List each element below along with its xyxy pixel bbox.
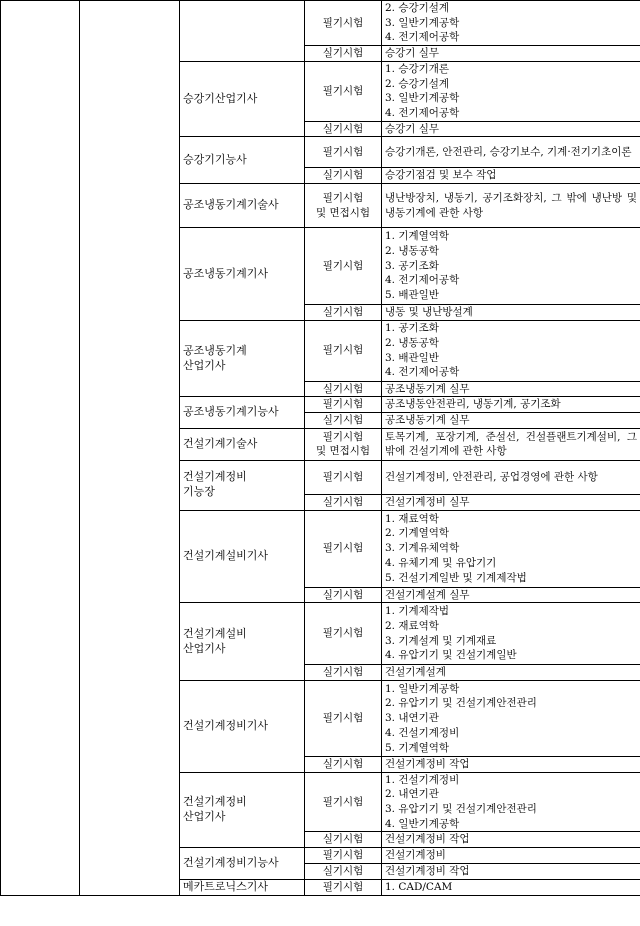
blank-column-1 xyxy=(1,1,80,896)
qualification-name-text: 공조냉동기계기술사 xyxy=(183,198,279,212)
subject-line: 1. 재료역학 xyxy=(385,512,439,525)
subject-line: 4. 전기제어공학 xyxy=(385,31,460,44)
exam-type-written: 필기시험 xyxy=(322,470,364,483)
exam-subjects xyxy=(382,460,640,494)
exam-subjects xyxy=(382,680,640,756)
practical-subject-text: 승강기점검 및 보수 작업 xyxy=(385,169,497,182)
subject-line: 2. 기계열역학 xyxy=(385,527,450,540)
exam-type xyxy=(305,772,382,832)
qualification-name-line: 건설기계설비 xyxy=(183,626,247,640)
practical-subject-text: 건설기계정비 실무 xyxy=(385,495,470,508)
exam-type-practical: 실기시험 xyxy=(305,413,382,429)
exam-type-written: 필기시험 xyxy=(322,84,364,97)
exam-type xyxy=(305,320,382,381)
subject-line: 3. 유압기기 및 건설기계안전관리 xyxy=(385,803,537,816)
qualification-name-text: 공조냉동기계기능사 xyxy=(183,405,279,419)
exam-type xyxy=(305,61,382,121)
qualification-name xyxy=(180,1,305,62)
qualification-name-text: 승강기산업기사 xyxy=(183,91,258,105)
exam-type-written: 필기시험 xyxy=(322,145,364,158)
practical-subject xyxy=(382,756,640,772)
subject-line: 3. 내연기관 xyxy=(385,712,439,725)
subject-line: 3. 일반기계공학 xyxy=(385,16,460,29)
exam-subjects xyxy=(382,510,640,587)
subject-line: 3. 일반기계공학 xyxy=(385,92,460,105)
subject-line: 건설기계정비, 안전관리, 공업경영에 관한 사항 xyxy=(385,470,598,483)
qualification-name xyxy=(180,772,305,848)
qualification-name-line: 기능장 xyxy=(183,485,215,499)
exam-subjects xyxy=(382,1,640,46)
exam-type-line: 필기시험 xyxy=(322,191,364,204)
practical-subject xyxy=(382,413,640,429)
exam-type-written: 필기시험 xyxy=(322,627,364,640)
subject-line: 4. 유압기기 및 건설기계일반 xyxy=(385,649,517,662)
subject-line: 4. 유체기계 및 유압기기 xyxy=(385,556,497,569)
qualification-name xyxy=(180,320,305,397)
exam-subjects xyxy=(382,397,640,413)
practical-subject-text: 건설기계정비 작업 xyxy=(385,757,470,770)
practical-subject-text: 냉동 및 냉난방설계 xyxy=(385,306,473,319)
qualification-name-text: 건설기계설비기사 xyxy=(183,549,269,563)
practical-subject xyxy=(382,121,640,137)
exam-type-line: 및 면접시험 xyxy=(315,206,371,219)
exam-subjects xyxy=(382,428,640,460)
exam-type-practical: 실기시험 xyxy=(305,665,382,681)
table-row xyxy=(1,1,640,46)
exam-type-written: 필기시험 xyxy=(322,542,364,555)
exam-type-written: 필기시험 xyxy=(322,344,364,357)
practical-subject-text: 공조냉동기계 실무 xyxy=(385,382,470,395)
exam-type-written: 필기시험 xyxy=(322,398,364,411)
exam-subjects xyxy=(382,228,640,305)
subject-line: 건설기계정비 xyxy=(385,849,446,862)
subject-line: 4. 건설기계정비 xyxy=(385,726,460,739)
subject-line: 4. 전기제어공학 xyxy=(385,274,460,287)
subject-line: 5. 기계열역학 xyxy=(385,741,450,754)
exam-type-written: 필기시험 xyxy=(322,880,364,893)
subject-line: 1. CAD/CAM xyxy=(385,880,453,893)
exam-type-written: 필기시험 xyxy=(322,16,364,29)
exam-type xyxy=(305,184,382,228)
practical-subject xyxy=(382,494,640,510)
exam-type-practical: 실기시험 xyxy=(305,381,382,397)
subject-line: 3. 기계유체역학 xyxy=(385,542,460,555)
exam-subjects xyxy=(382,603,640,665)
qualification-name xyxy=(180,680,305,772)
exam-type-practical: 실기시험 xyxy=(305,168,382,184)
practical-subject xyxy=(382,381,640,397)
practical-subject-text: 건설기계설계 실무 xyxy=(385,588,470,601)
practical-subject-text: 공조냉동기계 실무 xyxy=(385,414,470,427)
subject-line: 1. 기계열역학 xyxy=(385,230,450,243)
exam-type-practical: 실기시험 xyxy=(305,863,382,879)
exam-type xyxy=(305,680,382,756)
subject-line: 2. 승강기설계 xyxy=(385,2,450,14)
exam-type xyxy=(305,1,382,46)
exam-subjects xyxy=(382,320,640,381)
practical-subject xyxy=(382,46,640,62)
blank-column-2 xyxy=(80,1,180,896)
exam-type xyxy=(305,428,382,460)
practical-subject xyxy=(382,832,640,848)
subject-line: 2. 승강기설계 xyxy=(385,77,450,90)
subject-line: 2. 내연기관 xyxy=(385,788,439,801)
exam-type xyxy=(305,848,382,864)
subject-line: 2. 재료역학 xyxy=(385,620,439,633)
subject-line: 5. 배관일반 xyxy=(385,289,439,302)
exam-type-written: 필기시험 xyxy=(322,849,364,862)
subject-line: 4. 전기제어공학 xyxy=(385,106,460,119)
exam-type xyxy=(305,879,382,895)
exam-subjects xyxy=(382,848,640,864)
practical-subject-text: 건설기계설계 xyxy=(385,666,446,679)
exam-type-practical: 실기시험 xyxy=(305,46,382,62)
qualification-name-line: 건설기계정비 xyxy=(183,795,247,809)
qualification-name-line: 건설기계정비 xyxy=(183,470,247,484)
subject-line: 4. 전기제어공학 xyxy=(385,366,460,379)
subject-line: 1. 기계제작법 xyxy=(385,605,450,618)
practical-subject xyxy=(382,168,640,184)
qualification-name xyxy=(180,879,305,895)
subject-line: 공조냉동안전관리, 냉동기계, 공기조화 xyxy=(385,398,561,411)
exam-type-practical: 실기시험 xyxy=(305,756,382,772)
practical-subject xyxy=(382,665,640,681)
subject-line: 2. 냉동공학 xyxy=(385,244,439,257)
qualification-name xyxy=(180,228,305,321)
qualification-name-text: 승강기기능사 xyxy=(183,152,247,166)
qualification-name xyxy=(180,848,305,879)
subject-line: 1. 건설기계정비 xyxy=(385,773,460,786)
subject-line: 승강기개론, 안전관리, 승강기보수, 기계·전기기초이론 xyxy=(385,145,632,158)
qualification-name xyxy=(180,603,305,681)
qualification-name-line: 산업기사 xyxy=(183,641,226,655)
subject-line: 5. 건설기계일반 및 기계제작법 xyxy=(385,571,527,584)
practical-subject xyxy=(382,587,640,603)
exam-type-practical: 실기시험 xyxy=(305,587,382,603)
exam-type xyxy=(305,228,382,305)
subject-line: 1. 일반기계공학 xyxy=(385,682,460,695)
exam-type xyxy=(305,397,382,413)
exam-subjects xyxy=(382,772,640,832)
exam-type xyxy=(305,510,382,587)
qualification-name-text: 건설기계기술사 xyxy=(183,436,258,450)
qualification-name-text: 공조냉동기계기사 xyxy=(183,266,269,280)
qualification-name xyxy=(180,510,305,603)
qualification-name-line: 산업기사 xyxy=(183,358,226,372)
subject-line: 3. 배관일반 xyxy=(385,351,439,364)
exam-type-practical: 실기시험 xyxy=(305,305,382,321)
exam-type-practical: 실기시험 xyxy=(305,494,382,510)
qualification-name xyxy=(180,397,305,428)
qualification-name xyxy=(180,137,305,184)
exam-subjects xyxy=(382,184,640,228)
practical-subject xyxy=(382,863,640,879)
qualification-name xyxy=(180,428,305,460)
subject-line: 2. 유압기기 및 건설기계안전관리 xyxy=(385,697,537,710)
exam-type xyxy=(305,603,382,665)
exam-type-written: 필기시험 xyxy=(322,795,364,808)
qualification-name-line: 산업기사 xyxy=(183,809,226,823)
subject-line: 3. 기계설계 및 기계재료 xyxy=(385,634,497,647)
qualification-name-text: 건설기계정비기능사 xyxy=(183,856,279,870)
subject-line: 1. 공기조화 xyxy=(385,322,439,335)
subject-line: 냉난방장치, 냉동기, 공기조화장치, 그 밖에 냉난방 및 냉동기계에 관한 사항 xyxy=(385,191,637,219)
practical-subject-text: 승강기 실무 xyxy=(385,47,440,60)
exam-type-practical: 실기시험 xyxy=(305,832,382,848)
exam-subjects xyxy=(382,61,640,121)
subject-line: 3. 공기조화 xyxy=(385,259,439,272)
qualification-name xyxy=(180,460,305,510)
qualification-name-text: 건설기계정비기사 xyxy=(183,718,269,732)
exam-subjects xyxy=(382,137,640,168)
subject-line: 2. 냉동공학 xyxy=(385,337,439,350)
subject-line: 4. 일반기계공학 xyxy=(385,817,460,830)
qualification-name xyxy=(180,184,305,228)
subject-line: 1. 승강기개론 xyxy=(385,62,450,75)
practical-subject-text: 승강기 실무 xyxy=(385,122,440,135)
qualification-name xyxy=(180,61,305,137)
exam-type xyxy=(305,137,382,168)
exam-subjects xyxy=(382,879,640,895)
exam-type-practical: 실기시험 xyxy=(305,121,382,137)
qualification-name-line: 공조냉동기계 xyxy=(183,343,247,357)
subject-line: 토목기계, 포장기계, 준설선, 건설플랜트기계설비, 그 밖에 건설기계에 관한 사항 xyxy=(385,430,637,458)
exam-type-line: 필기시험 xyxy=(322,430,364,443)
practical-subject-text: 건설기계정비 작업 xyxy=(385,833,470,846)
practical-subject-text: 건설기계정비 작업 xyxy=(385,864,470,877)
practical-subject xyxy=(382,305,640,321)
exam-type-written: 필기시험 xyxy=(322,259,364,272)
exam-type-written: 필기시험 xyxy=(322,712,364,725)
exam-type-line: 및 면접시험 xyxy=(315,445,371,458)
exam-type xyxy=(305,460,382,494)
qualification-name-text: 메카트로닉스기사 xyxy=(183,879,269,893)
